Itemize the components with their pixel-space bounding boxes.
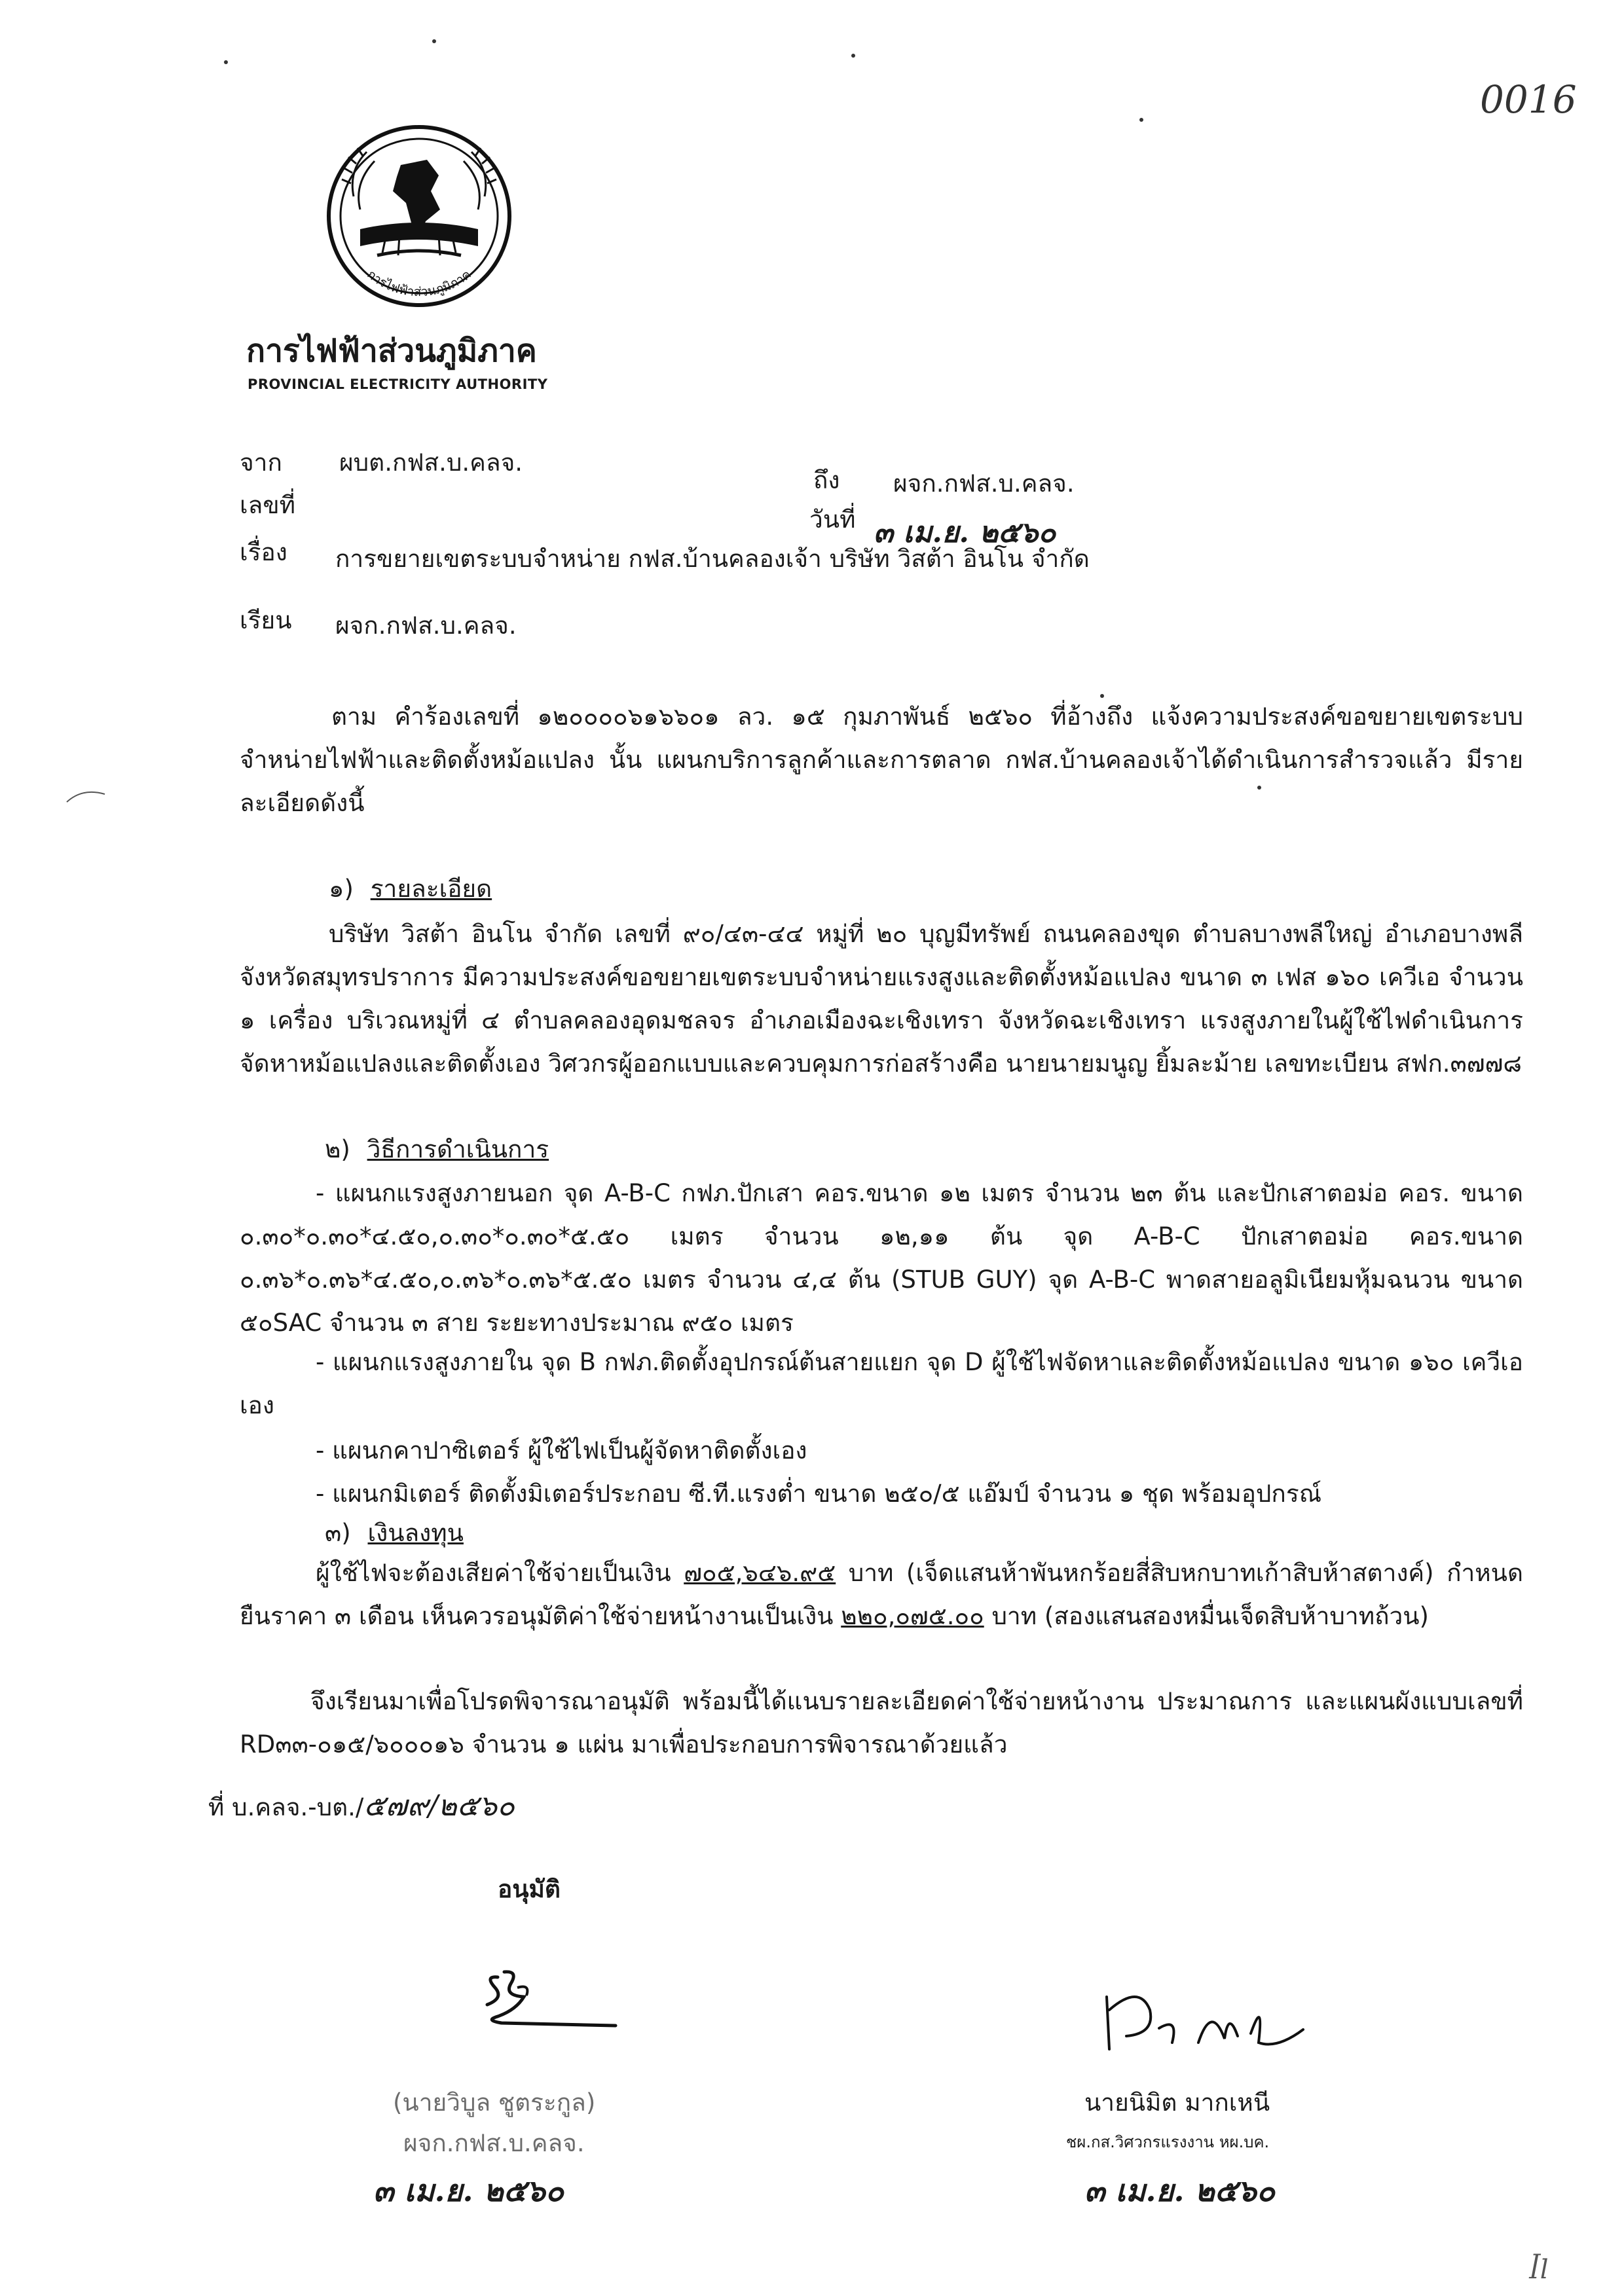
left-signer-date: ๓ เม.ย. ๒๕๖๐ [373, 2173, 564, 2208]
page-code: 0016 [1480, 77, 1577, 122]
svg-text:การไฟฟ้าส่วนภูมิภาค [364, 267, 473, 299]
section-1-text: บริษัท วิสต้า อินโน จำกัด เลขที่ ๙๐/๔๓-๔๔ หมู่ที่ ๒๐ บุญมีทรัพย์ ถนนคลองขุด ตำบลบางพลีใหญ่ อำเภอบางพลี จังหวัดสมุทรปราการ มีความประสงค์ขอขยายเขตระบบจำหน่ายแรงสูงและติดตั้งหม้อแปลง ขนาด ๓ เฟส ๑๖๐ เควีเอ จำนวน ๑ เครื่อง บริเวณหมู่ที่ ๔ ตำบลคลองอุดมชลจร อำเภอเมืองฉะเชิงเทรา จังหวัดฉะเชิงเทรา แรงสูงภายในผู้ใช้ไฟดำเนินการจัดหาหม้อแปลงและติดตั้งเอง วิศวกรผู้ออกแบบและควบคุมการก่อสร้างคือ นายนายมนูญ ยิ้มละม้าย เลขทะเบียน สฟก.๓๗๗๘ [240, 920, 1523, 1078]
section-2-title: วิธีการดำเนินการ [367, 1135, 549, 1163]
section-2-item-2: - แผนกแรงสูงภายใน จุด B กฟภ.ติดตั้งอุปกรณ์ต้นสายแยก จุด D ผู้ใช้ไฟจัดหาและติดตั้งหม้อแปลง ขนาด ๑๖๐ เควีเอ เอง [240, 1348, 1523, 1419]
reference-number [208, 1787, 515, 1825]
cost-text-a: ผู้ใช้ไฟจะต้องเสียค่าใช้จ่ายเป็นเงิน [316, 1559, 684, 1587]
org-name-english: PROVINCIAL ELECTRICITY AUTHORITY [248, 376, 548, 392]
date-label: วันที่ [809, 505, 856, 534]
section-2-heading [325, 1134, 549, 1165]
from-value: ผบต.กฟส.บ.คลจ. [339, 448, 523, 477]
left-signature [458, 1958, 642, 2062]
scan-speck [224, 60, 228, 64]
section-3-heading [325, 1518, 464, 1549]
section-2-item-4: - แผนกมิเตอร์ ติดตั้งมิเตอร์ประกอบ ซี.ที.แรงต่ำ ขนาด ๒๕๐/๕ แอ๊มป์ จำนวน ๑ ชุด พร้อมอุปกรณ์ [316, 1480, 1322, 1508]
approved-cost-amount: ๒๒๐,๐๗๕.๐๐ [841, 1602, 984, 1630]
section-3-text [240, 1552, 1523, 1638]
scan-mark [63, 782, 109, 809]
date-stamp: ๓ เม.ย. ๒๕๖๐ [874, 516, 1056, 549]
logo-ring-text: การไฟฟ้าส่วนภูมิภาค [364, 267, 474, 300]
pea-logo [314, 118, 524, 321]
subject-label: เรื่อง [240, 538, 287, 566]
cost-text-b: บาท (เจ็ดแสนห้าพันหกร้อยสี่สิบหกบาทเก้าสิบห้าสตางค์) กำหนดยืนราคา ๓ เดือน เห็นควรอนุมัติค่าใช้จ่ายหน้างานเป็นเงิน [240, 1559, 1523, 1630]
scan-speck [851, 54, 855, 58]
right-signer-name: นายนิมิต มากเหนี [1084, 2088, 1270, 2117]
total-cost-amount: ๗๐๕,๖๔๖.๙๕ [684, 1559, 836, 1587]
reference-handwritten: ๕๗๙/๒๕๖๐ [363, 1789, 515, 1823]
left-signer-name: (นายวิบูล ชูตระกูล) [393, 2088, 596, 2117]
approval-label: อนุมัติ [498, 1875, 561, 1903]
right-signer-title: ชผ.กส.วิศวกรแรงงาน หผ.บค. [1066, 2133, 1270, 2151]
right-signature [1087, 1971, 1349, 2069]
left-signer-title: ผจก.กฟส.บ.คลจ. [403, 2129, 585, 2157]
right-signer-date: ๓ เม.ย. ๒๕๖๐ [1084, 2173, 1275, 2208]
salutation-value: ผจก.กฟส.บ.คลจ. [335, 611, 517, 640]
to-value: ผจก.กฟส.บ.คลจ. [893, 469, 1075, 498]
section-3-number: ๓) [325, 1519, 351, 1547]
intro-paragraph: ตาม คำร้องเลขที่ ๑๒๐๐๐๐๖๑๖๖๐๑ ลว. ๑๕ กุมภาพันธ์ ๒๕๖๐ ที่อ้างถึง แจ้งความประสงค์ขอขยายเขตระบบจำหน่ายไฟฟ้าและติดตั้งหม้อแปลง นั้น แผนกบริการลูกค้าและการตลาด กฟส.บ้านคลองเจ้าได้ดำเนินการสำรวจแล้ว มีรายละเอียดดังนี้ [240, 702, 1523, 817]
closing-paragraph: จึงเรียนมาเพื่อโปรดพิจารณาอนุมัติ พร้อมนี้ได้แนบรายละเอียดค่าใช้จ่ายหน้างาน ประมาณการ และแผนผังแบบเลขที่ RD๓๓-๐๑๕/๖๐๐๐๑๖ จำนวน ๑ แผ่น มาเพื่อประกอบการพิจารณาด้วยแล้ว [240, 1687, 1523, 1758]
section-1-number: ๑) [329, 875, 354, 903]
to-label: ถึง [813, 466, 840, 494]
section-3-title: เงินลงทุน [367, 1519, 464, 1547]
section-1-title: รายละเอียด [370, 875, 492, 903]
org-name-thai: การไฟฟ้าส่วนภูมิภาค [246, 333, 537, 369]
scan-speck [432, 39, 436, 43]
number-label: เลขที่ [240, 491, 296, 519]
corner-mark: ꟾl [1530, 2255, 1549, 2285]
subject-value: การขยายเขตระบบจำหน่าย กฟส.บ้านคลองเจ้า บริษัท วิสต้า อินโน จำกัด [335, 545, 1090, 573]
cost-text-c: บาท (สองแสนสองหมื่นเจ็ดสิบห้าบาทถ้วน) [984, 1602, 1429, 1630]
section-2-item-1: - แผนกแรงสูงภายนอก จุด A-B-C กฟภ.ปักเสา คอร.ขนาด ๑๒ เมตร จำนวน ๒๓ ต้น และปักเสาตอม่อ คอร. ขนาด ๐.๓๐*๐.๓๐*๔.๕๐,๐.๓๐*๐.๓๐*๕.๕๐ เมตร จำนวน ๑๒,๑๑ ต้น จุด A-B-C ปักเสาตอม่อ คอร.ขนาด ๐.๓๖*๐.๓๖*๔.๕๐,๐.๓๖*๐.๓๖*๕.๕๐ เมตร จำนวน ๔,๔ ต้น (STUB GUY) จุด A-B-C พาดสายอลูมิเนียมหุ้มฉนวน ขนาด ๕๐SAC จำนวน ๓ สาย ระยะทางประมาณ ๙๕๐ เมตร [240, 1179, 1523, 1337]
section-1-heading [329, 873, 492, 905]
section-2-number: ๒) [325, 1135, 350, 1163]
scan-speck [1139, 118, 1143, 122]
salutation-label: เรียน [240, 606, 292, 634]
from-label: จาก [240, 448, 282, 477]
reference-label: ที่ บ.คลจ.-บต./ [208, 1793, 364, 1821]
section-2-item-3: - แผนกคาปาซิเตอร์ ผู้ใช้ไฟเป็นผู้จัดหาติดตั้งเอง [316, 1436, 807, 1465]
